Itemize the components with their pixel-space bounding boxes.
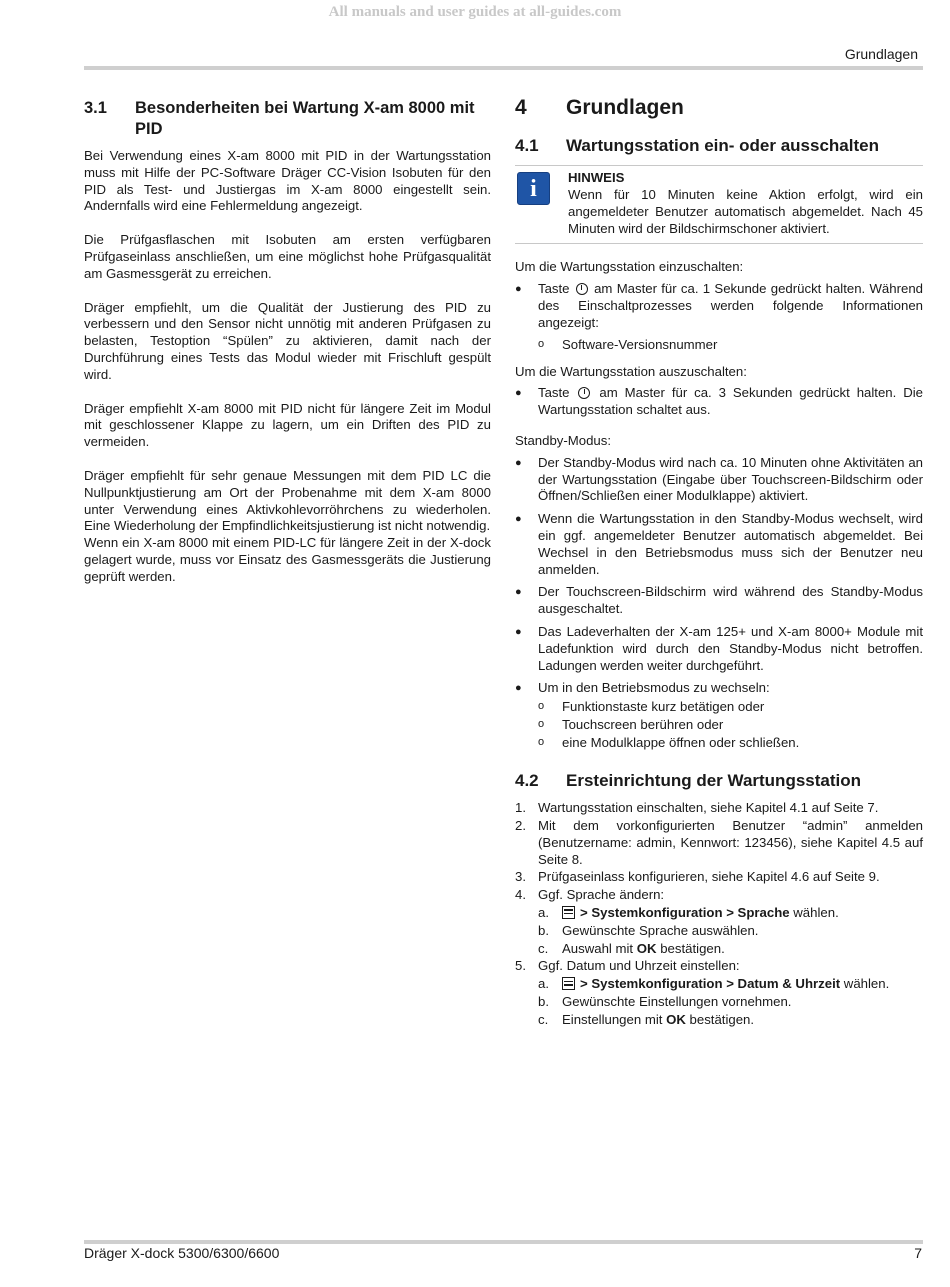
bullet-icon: ● — [515, 625, 522, 638]
bullet-icon: ● — [515, 513, 522, 526]
menu-icon — [562, 977, 575, 990]
section-title: Wartungsstation ein- oder ausschalten — [566, 136, 879, 155]
sub-step-item — [538, 905, 923, 922]
list-text: eine Modulklappe öffnen oder schließen. — [562, 735, 800, 751]
sub-step-item — [538, 1012, 923, 1029]
sub-step-letter: a. — [538, 976, 549, 992]
standby-intro: Standby-Modus: — [515, 432, 612, 448]
chapter-heading — [515, 95, 923, 121]
bullet-icon: ● — [515, 283, 522, 296]
switch-on-intro: Um die Wartungsstation einzuschalten: — [515, 259, 744, 275]
step-number: 1. — [515, 800, 526, 816]
note-box — [515, 165, 923, 244]
sub-step-item — [538, 941, 923, 958]
list-item — [515, 455, 923, 505]
sub-bullet-icon: o — [538, 700, 545, 713]
watermark: All manuals and user guides at all-guides.com — [328, 4, 622, 20]
step-number: 2. — [515, 817, 526, 833]
menu-path: > Systemkonfiguration > Sprache — [580, 904, 790, 920]
footer-product: Dräger X-dock 5300/6300/6600 — [84, 1245, 280, 1261]
list-text: Touchscreen berühren oder — [562, 717, 724, 733]
step-item — [515, 818, 923, 868]
ok-label: OK — [666, 1011, 686, 1027]
menu-path: > Systemkonfiguration > Datum & Uhrzeit — [580, 976, 841, 992]
info-icon: i — [517, 172, 550, 205]
menu-icon — [562, 906, 575, 919]
step-number: 4. — [515, 887, 526, 903]
list-item — [515, 624, 923, 674]
step-item — [515, 887, 923, 904]
sub-step-text: bestätigen. — [685, 1011, 755, 1027]
note-title: HINWEIS — [568, 170, 625, 185]
section-title: Besonderheiten bei Wartung X-am 8000 mit PID — [135, 99, 475, 138]
right-column — [515, 95, 923, 1029]
list-text: Um in den Betriebsmodus zu wechseln: — [538, 680, 770, 696]
list-text: Der Standby-Modus wird nach ca. 10 Minuten ohne Aktivitäten an der Wartungsstation (Eingabe über Touchscreen-Bildschirm oder Öffnen/Schließen einer Modulklappe) aktiviert. — [538, 454, 923, 504]
paragraph: Die Prüfgasflaschen mit Isobuten am ersten verfügbaren Prüfgaseinlass anschließen, um eine möglichst hohe Prüfgasqualität am Gasmessgerät zu erreichen. — [84, 232, 491, 281]
list-item — [515, 680, 923, 697]
sub-step-text: bestätigen. — [656, 940, 725, 956]
section-heading-4-1 — [515, 135, 923, 156]
step-number: 5. — [515, 958, 526, 974]
list-text: Der Touchscreen-Bildschirm wird während des Standby-Modus ausgeschaltet. — [538, 584, 923, 617]
list-item — [515, 584, 923, 618]
sub-step-letter: b. — [538, 993, 549, 1009]
step-item — [515, 869, 923, 886]
sub-list-item — [538, 716, 923, 733]
sub-step-item — [538, 923, 923, 940]
sub-list-item — [538, 734, 923, 751]
step-number: 3. — [515, 869, 526, 885]
sub-step-text: Gewünschte Einstellungen vornehmen. — [562, 993, 792, 1009]
bullet-icon: ● — [515, 682, 522, 695]
list-text: Wenn die Wartungsstation in den Standby-Modus wechselt, wird ein ggf. angemeldeter Benutzer automatisch abgemeldet. Bei Wechsel in den Betriebsmodus muss sich der Benutzer neu anmelden. — [538, 511, 923, 577]
sub-list-item — [538, 336, 923, 353]
step-text: Prüfgaseinlass konfigurieren, siehe Kapitel 4.6 auf Seite 9. — [538, 869, 880, 885]
sub-step-text: Auswahl mit — [562, 940, 637, 956]
sub-bullet-icon: o — [538, 337, 545, 350]
section-number: 3.1 — [84, 99, 107, 117]
page-number: 7 — [914, 1245, 922, 1261]
list-item — [515, 511, 923, 578]
bullet-icon: ● — [515, 387, 522, 400]
paragraph: Bei Verwendung eines X-am 8000 mit PID in der Wartungsstation muss mit Hilfe der PC-Software Dräger CC-Vision Isobuten für den PID als Test- und Justiergas im X-am 8000 eingestellt sein. Andernfalls wird eine Fehlermeldung angezeigt. — [84, 148, 491, 214]
list-text: am Master für ca. 3 Sekunden gedrückt halten. Die Wartungsstation schaltet aus. — [538, 385, 923, 418]
list-text: Taste — [538, 281, 570, 297]
sub-step-letter: a. — [538, 904, 549, 920]
list-text: am Master für ca. 1 Sekunde gedrückt halten. Während des Einschaltprozesses werden folgende Informationen angezeigt: — [538, 281, 923, 330]
running-header: Grundlagen — [844, 46, 918, 62]
paragraph: Wenn ein X-am 8000 mit einem PID-LC für längere Zeit in der X-dock gelagert wurde, muss vor Einsatz des Gasmessgeräts die Justierung geprüft werden. — [84, 535, 491, 584]
list-item — [515, 385, 923, 419]
paragraph: Dräger empfiehlt X-am 8000 mit PID nicht für längere Zeit im Modul mit geschlossener Klappe zu lagern, um ein Driften des PID zu vermeiden. — [84, 400, 491, 450]
section-heading-3-1 — [84, 98, 491, 140]
left-column — [84, 98, 491, 603]
bullet-icon: ● — [515, 456, 522, 469]
power-icon — [576, 283, 588, 295]
sub-list-item — [538, 698, 923, 715]
sub-bullet-icon: o — [538, 736, 545, 749]
sub-step-text: wählen. — [840, 976, 890, 992]
step-item — [515, 958, 923, 975]
chapter-number: 4 — [515, 96, 527, 119]
ok-label: OK — [636, 940, 657, 956]
sub-step-letter: c. — [538, 1011, 549, 1027]
section-heading-4-2 — [515, 770, 923, 791]
chapter-title: Grundlagen — [566, 96, 684, 119]
section-number: 4.2 — [515, 771, 539, 791]
list-item — [515, 281, 923, 331]
sub-step-letter: b. — [538, 922, 549, 938]
sub-step-item — [538, 994, 923, 1011]
header-rule — [84, 66, 923, 70]
footer-rule — [84, 1240, 923, 1244]
switch-off-intro: Um die Wartungsstation auszuschalten: — [515, 363, 747, 379]
section-title: Ersteinrichtung der Wartungsstation — [566, 771, 862, 791]
paragraph: Dräger empfiehlt für sehr genaue Messungen mit dem PID LC die Nullpunktjustierung am Ort der Probenahme mit dem X-am 8000 unter Verwendung eines Aktivkohlevorröhrchens zu wiederholen. Eine Wiederholung der Empfindlichkeitsjustierung ist nicht notwendig. — [84, 467, 491, 534]
sub-step-text: wählen. — [789, 904, 839, 920]
list-text: Funktionstaste kurz betätigen oder — [562, 699, 765, 715]
power-icon — [578, 387, 590, 399]
sub-step-text: Gewünschte Sprache auswählen. — [562, 922, 759, 938]
sub-step-item — [538, 976, 923, 993]
list-text: Taste — [538, 385, 570, 401]
section-number: 4.1 — [515, 136, 539, 155]
step-text: Wartungsstation einschalten, siehe Kapitel 4.1 auf Seite 7. — [538, 800, 879, 816]
sub-step-text: Einstellungen mit — [562, 1011, 667, 1027]
step-item — [515, 800, 923, 817]
bullet-icon: ● — [515, 586, 522, 599]
sub-step-letter: c. — [538, 940, 549, 956]
sub-bullet-icon: o — [538, 718, 545, 731]
step-text: Ggf. Datum und Uhrzeit einstellen: — [538, 958, 740, 974]
note-text: Wenn für 10 Minuten keine Aktion erfolgt, wird ein angemeldeter Benutzer automatisch abgemeldet. Nach 45 Minuten wird der Bildschirmschoner aktiviert. — [568, 187, 923, 236]
list-text: Software-Versionsnummer — [562, 336, 718, 352]
list-text: Das Ladeverhalten der X-am 125+ und X-am 8000+ Module mit Ladefunktion wird durch den Standby-Modus nicht betroffen. Ladungen werden weiter durchgeführt. — [538, 623, 923, 673]
step-text: Mit dem vorkonfigurierten Benutzer “admin” anmelden (Benutzername: admin, Kennwort: 123456), siehe Kapitel 4.5 auf Seite 8. — [538, 817, 923, 867]
paragraph: Dräger empfiehlt, um die Qualität der Justierung des PID zu verbessern und den Sensor nicht unnötig mit anderen Prüfgasen zu belasten, Testoption “Spülen” zu aktivieren, damit nach der Durchführung eines Tests das Modul wieder mit Frischluft gespült wird. — [84, 299, 491, 382]
step-text: Ggf. Sprache ändern: — [538, 887, 665, 903]
